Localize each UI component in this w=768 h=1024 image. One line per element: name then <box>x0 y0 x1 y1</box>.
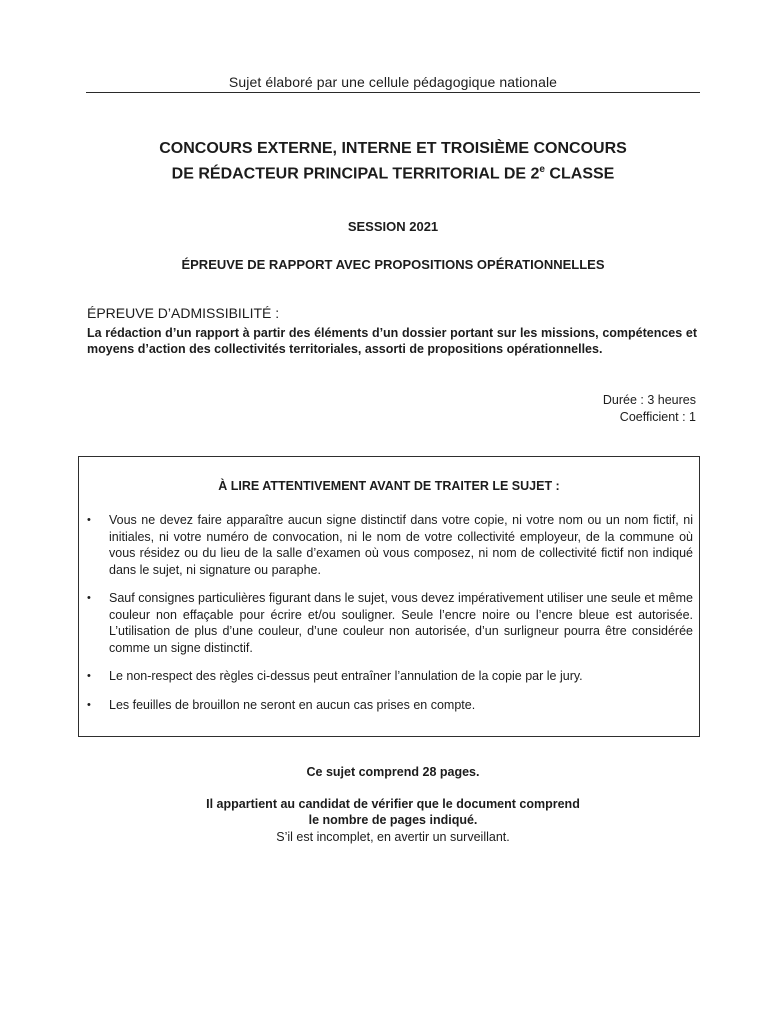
exam-title-line-2 <box>60 159 726 184</box>
duration-block <box>603 392 696 426</box>
exam-title-line-2-post: CLASSE <box>544 165 615 183</box>
incomplete-notice: S’il est incomplet, en avertir un surveillant. <box>276 830 510 844</box>
bullet-icon: • <box>87 670 91 682</box>
exam-title <box>60 138 726 184</box>
notice-box <box>78 456 700 737</box>
notice-item <box>79 512 699 578</box>
admissibilite-description: La rédaction d’un rapport à partir des éléments d’un dossier portant sur les missions, compétences et moyens d’action des collectivités territoriales, assorti de propositions opérationnelles. <box>87 326 697 356</box>
admissibilite-label: ÉPREUVE D’ADMISSIBILITÉ : <box>87 305 280 321</box>
notice-title: À LIRE ATTENTIVEMENT AVANT DE TRAITER LE SUJET : <box>218 479 560 493</box>
verify-notice <box>60 796 726 828</box>
page-count-notice: Ce sujet comprend 28 pages. <box>306 765 480 779</box>
header-divider <box>86 92 700 93</box>
bullet-icon: • <box>87 514 91 526</box>
verify-notice-line-2: le nombre de pages indiqué. <box>308 813 478 827</box>
notice-item-text: Sauf consignes particulières figurant dans le sujet, vous devez impérativement utiliser une seule et même couleur non effaçable pour écrire et/ou souligner. Seule l’encre noire ou l’encre bleue est autorisée. L’utilisation de plus d’une couleur, d’une couleur non autorisée, d’un surligneur pourra être considérée comme un signe distinctif. <box>109 591 693 655</box>
notice-item-text: Les feuilles de brouillon ne seront en aucun cas prises en compte. <box>109 697 476 712</box>
coefficient-text: Coefficient : 1 <box>619 410 696 424</box>
epreuve-title: ÉPREUVE DE RAPPORT AVEC PROPOSITIONS OPÉRATIONNELLES <box>181 257 605 272</box>
notice-list <box>79 512 699 725</box>
verify-notice-line-1: Il appartient au candidat de vérifier que le document comprend <box>206 797 580 811</box>
header-subtitle: Sujet élaboré par une cellule pédagogique nationale <box>228 74 558 90</box>
exam-title-superscript: e <box>539 164 545 175</box>
exam-title-line-1: CONCOURS EXTERNE, INTERNE ET TROISIÈME CONCOURS <box>159 140 627 157</box>
notice-item-text: Vous ne devez faire apparaître aucun signe distinctif dans votre copie, ni votre nom ou un nom fictif, ni initiales, ni votre numéro de convocation, ni le nom de votre collectivité employeur, de la commune où vous résidez ou du lieu de la salle d’examen où vous composez, ni nom de collectivité fictif non indiqué dans le sujet, ni signature ou paraphe. <box>109 513 693 577</box>
session-label: SESSION 2021 <box>347 219 439 234</box>
notice-item-text: Le non-respect des règles ci-dessus peut entraîner l’annulation de la copie par le jury. <box>109 669 583 683</box>
notice-item <box>79 697 699 714</box>
bullet-icon: • <box>87 592 91 604</box>
notice-item <box>79 668 699 685</box>
duration-text: Durée : 3 heures <box>602 393 696 407</box>
notice-item <box>79 590 699 656</box>
exam-title-line-2-pre: DE RÉDACTEUR PRINCIPAL TERRITORIAL DE 2 <box>171 165 540 183</box>
bullet-icon: • <box>87 698 91 711</box>
